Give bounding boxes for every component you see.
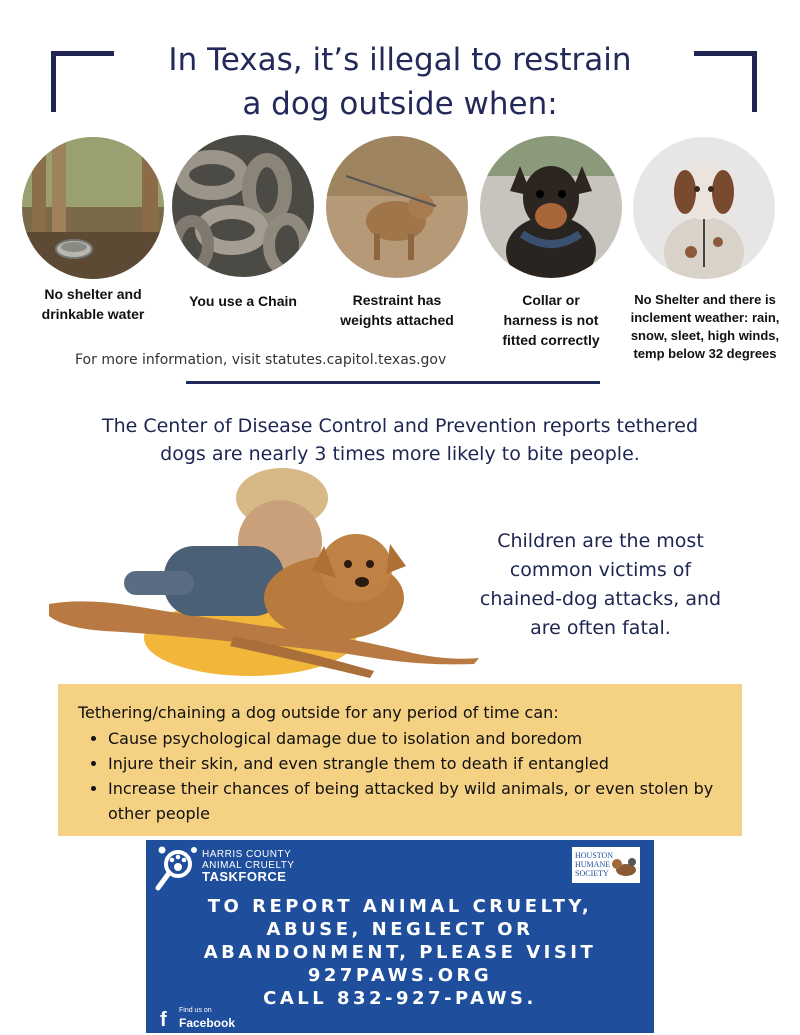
- facebook-icon: f: [160, 1009, 167, 1031]
- caption-line: No shelter and: [44, 286, 142, 302]
- cta-line: TO REPORT ANIMAL CRUELTY,: [207, 896, 593, 917]
- cdc-statement: [50, 412, 750, 468]
- child-dog-photo: [44, 466, 484, 684]
- tethering-list: [86, 726, 728, 826]
- taskforce-logo-text: [202, 849, 295, 882]
- cta-line: ABANDONMENT, PLEASE VISIT: [203, 942, 597, 963]
- caption-line: temp below 32 degrees: [633, 346, 777, 361]
- corner-bracket-left: [51, 51, 114, 112]
- children-line: Children are the most: [497, 530, 704, 552]
- partner-line: HOUSTON: [575, 851, 614, 860]
- caption-line: drinkable water: [41, 306, 145, 322]
- photo-chain: [172, 135, 314, 277]
- caption-line: fitted correctly: [502, 332, 600, 348]
- caption-line: Restraint has: [352, 292, 442, 308]
- caption-line: snow, sleet, high winds,: [630, 328, 780, 343]
- list-item: • Injure their skin, and even strangle them to death if entangled: [108, 751, 728, 776]
- caption-weather: [622, 291, 788, 363]
- list-item: • Cause psychological damage due to isolation and boredom: [108, 726, 728, 751]
- caption-chain: [172, 291, 314, 311]
- phone-number[interactable]: CALL 832-927-PAWS.: [263, 988, 537, 1009]
- org-line: HARRIS COUNTY: [202, 849, 292, 860]
- caption-no-shelter: [22, 284, 164, 324]
- info-link-text: For more information, visit statutes.capitol.texas.gov: [75, 352, 447, 368]
- partner-line: SOCIETY: [575, 869, 609, 878]
- children-line: chained-dog attacks, and: [479, 588, 722, 610]
- caption-line: harness is not: [503, 312, 599, 328]
- org-line: TASKFORCE: [202, 869, 287, 884]
- cdc-line: The Center of Disease Control and Prevention reports tethered: [101, 415, 699, 437]
- report-call-to-action: [146, 895, 654, 1010]
- caption-line: No Shelter and there is: [634, 292, 776, 307]
- photo-weather: [633, 137, 775, 279]
- tethering-box: [58, 684, 742, 836]
- facebook-name-text: Facebook: [179, 1016, 236, 1030]
- caption-line: inclement weather: rain,: [630, 310, 780, 325]
- tethering-heading: Tethering/chaining a dog outside for any period of time can:: [78, 703, 559, 722]
- photo-no-shelter: [22, 137, 164, 279]
- animals-icon: [610, 853, 638, 879]
- website-link[interactable]: 927PAWS.ORG: [307, 965, 493, 986]
- title-line-1: In Texas, it’s illegal to restrain: [168, 42, 632, 78]
- cdc-line: dogs are nearly 3 times more likely to bite people.: [160, 443, 640, 465]
- corner-bracket-right: [694, 51, 757, 112]
- photo-collar: [480, 136, 622, 278]
- page-title: [120, 38, 680, 126]
- list-item: • Increase their chances of being attacked by wild animals, or even stolen by other people: [108, 776, 728, 826]
- report-banner: [146, 840, 654, 1033]
- org-line: ANIMAL CRUELTY: [202, 860, 295, 871]
- houston-humane-society-logo: [572, 847, 640, 883]
- paw-magnifier-icon: [154, 844, 200, 896]
- partner-line: HUMANE: [575, 860, 611, 869]
- caption-collar: [480, 290, 622, 350]
- photo-weights: [326, 136, 468, 278]
- children-line: common victims of: [509, 559, 692, 581]
- title-line-2: a dog outside when:: [242, 86, 558, 122]
- caption-line: Collar or: [522, 292, 580, 308]
- children-line: are often fatal.: [530, 617, 671, 639]
- caption-line: You use a Chain: [189, 293, 297, 309]
- caption-line: weights attached: [340, 312, 454, 328]
- facebook-find-text: Find us on: [179, 1007, 212, 1014]
- caption-weights: [322, 290, 472, 330]
- cta-line: ABUSE, NEGLECT OR: [266, 919, 534, 940]
- divider: [186, 381, 600, 384]
- partner-logo-text: [575, 851, 613, 878]
- children-statement: [458, 527, 743, 643]
